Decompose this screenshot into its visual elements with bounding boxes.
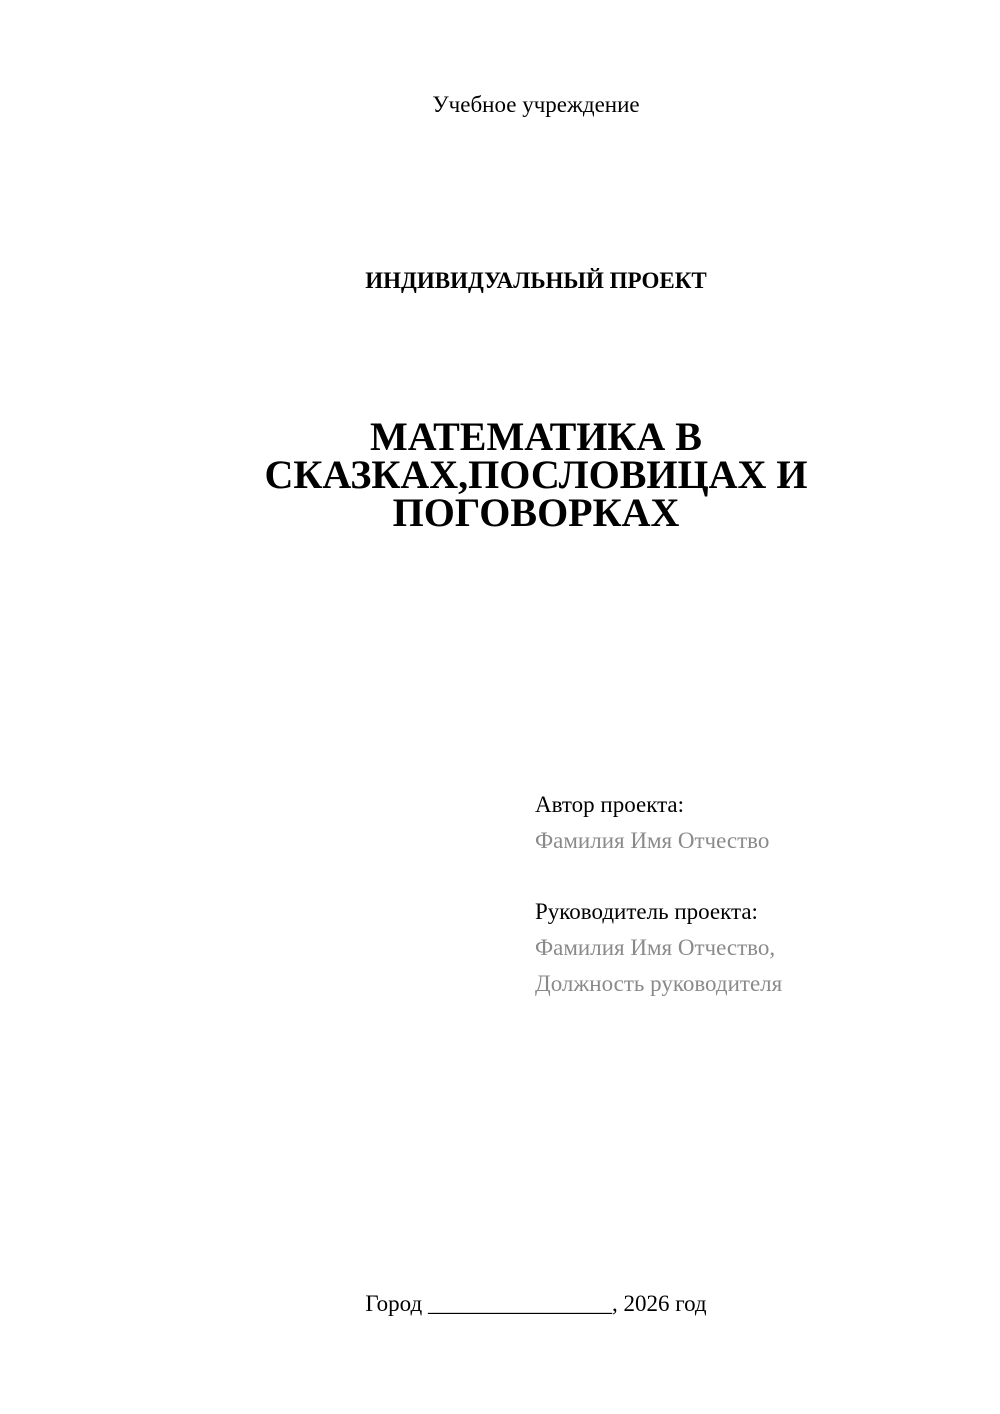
institution-name: Учебное учреждение xyxy=(432,92,640,117)
project-title xyxy=(236,414,836,535)
city-year-line: Город ________________, 2026 год xyxy=(365,1291,707,1316)
supervisor-label: Руководитель проекта: xyxy=(535,899,758,924)
supervisor-position-placeholder: Должность руководителя xyxy=(535,971,783,996)
project-people-block xyxy=(535,787,975,1002)
author-name-placeholder: Фамилия Имя Отчество xyxy=(535,828,770,853)
project-title-line-2: СКАЗКАХ,ПОСЛОВИЦАХ И xyxy=(264,452,808,497)
spacer xyxy=(535,859,975,894)
project-title-line-3: ПОГОВОРКАХ xyxy=(392,490,680,535)
project-title-line-1: МАТЕМАТИКА В xyxy=(370,414,702,459)
supervisor-name-placeholder: Фамилия Имя Отчество, xyxy=(535,935,776,960)
author-label: Автор проекта: xyxy=(535,792,684,817)
document-type-heading: ИНДИВИДУАЛЬНЫЙ ПРОЕКТ xyxy=(365,268,707,293)
